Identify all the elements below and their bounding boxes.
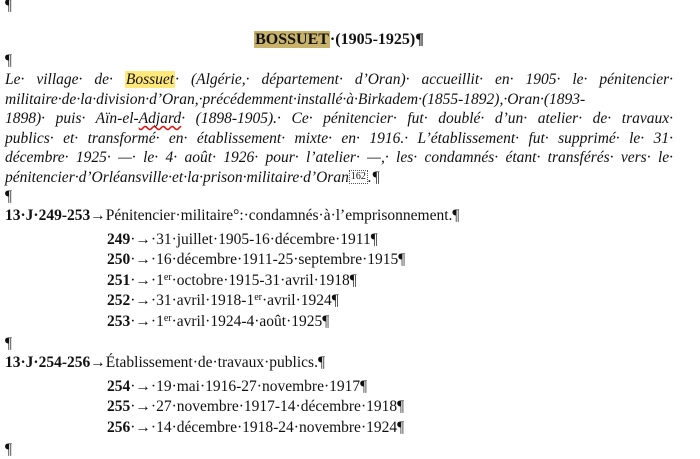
tab-arrow: → (90, 354, 106, 371)
list-item: 255·→·27·novembre·1917-14·décembre·1918¶ (107, 398, 405, 415)
page-title (5, 29, 673, 51)
paragraph-mark: ¶ (5, 441, 13, 458)
paragraph-mark: ¶ (5, 335, 13, 352)
intro-line-6: pénitencier·d’Orléansville·et·la·prison·militaire·d’Oran 162 .¶ (5, 168, 380, 186)
tab-arrow: → (90, 207, 106, 224)
list-item: 251·→·1er·octobre·1915-31·avril·1918¶ (107, 271, 357, 289)
intro-line-4: publics· et· transformé· en· établissement· mixte· en· 1916.· L’établissement· fut· supprimé· le· 31· (5, 129, 673, 147)
intro-line-1: Le· village· de· Bossuet· (Algérie,· département· d’Oran)· accueillit· en· 1905· le· pénitencier· (5, 71, 673, 88)
intro-paragraph (5, 70, 673, 187)
series-label: Pénitencier·militaire°:·condamnés·à·l’emprisonnement.¶ (105, 207, 460, 224)
series-heading-2 (5, 353, 673, 373)
intro-line-5: décembre· 1925· —· le· 4· août· 1926· pour· l’atelier· —,· les· condamnés· étant· transférés· vers· le· (5, 149, 673, 166)
footnote-reference[interactable]: 162 (350, 170, 366, 182)
document-page (5, 0, 673, 459)
paragraph-mark: ¶ (5, 52, 13, 69)
list-item: 252·→·31·avril·1918-1er·avril·1924¶ (107, 292, 339, 309)
series-code: 13·J·254-256 (5, 354, 91, 371)
list-item: 253·→·1er·avril·1924-4·août·1925¶ (107, 312, 330, 330)
paragraph-mark: ¶ (5, 0, 13, 14)
list-item: 249·→·31·juillet·1905-16·décembre·1911¶ (107, 230, 378, 248)
intro-line-3: 1898)· puis· Aïn-el-Adjard· (1898-1905).· Ce· pénitencier· fut· doublé· d’un· atelier· de· travaux· (5, 110, 673, 127)
highlighted-word: Bossuet (125, 71, 175, 88)
title-name-highlighted: BOSSUET (255, 31, 329, 48)
intro-line-2: militaire·de·la·division·d’Oran,·précédemment·installé·à·Birkadem·(1855-1892),·Oran·(1893- (5, 90, 586, 108)
title-dates: ·(1905-1925)¶ (329, 31, 424, 48)
list-item: 256·→·14·décembre·1918-24·novembre·1924¶ (107, 418, 405, 436)
paragraph-mark: ¶ (5, 188, 13, 205)
list-item: 250·→·16·décembre·1911-25·septembre·1915¶ (107, 251, 406, 268)
series-code: 13·J·249-253 (5, 207, 91, 224)
spellcheck-flagged-word[interactable]: Adjard (138, 110, 182, 127)
series-label: Établissement·de·travaux·publics.¶ (105, 354, 325, 371)
list-item: 254·→·19·mai·1916-27·novembre·1917¶ (107, 377, 368, 395)
series-heading-1 (5, 206, 673, 226)
